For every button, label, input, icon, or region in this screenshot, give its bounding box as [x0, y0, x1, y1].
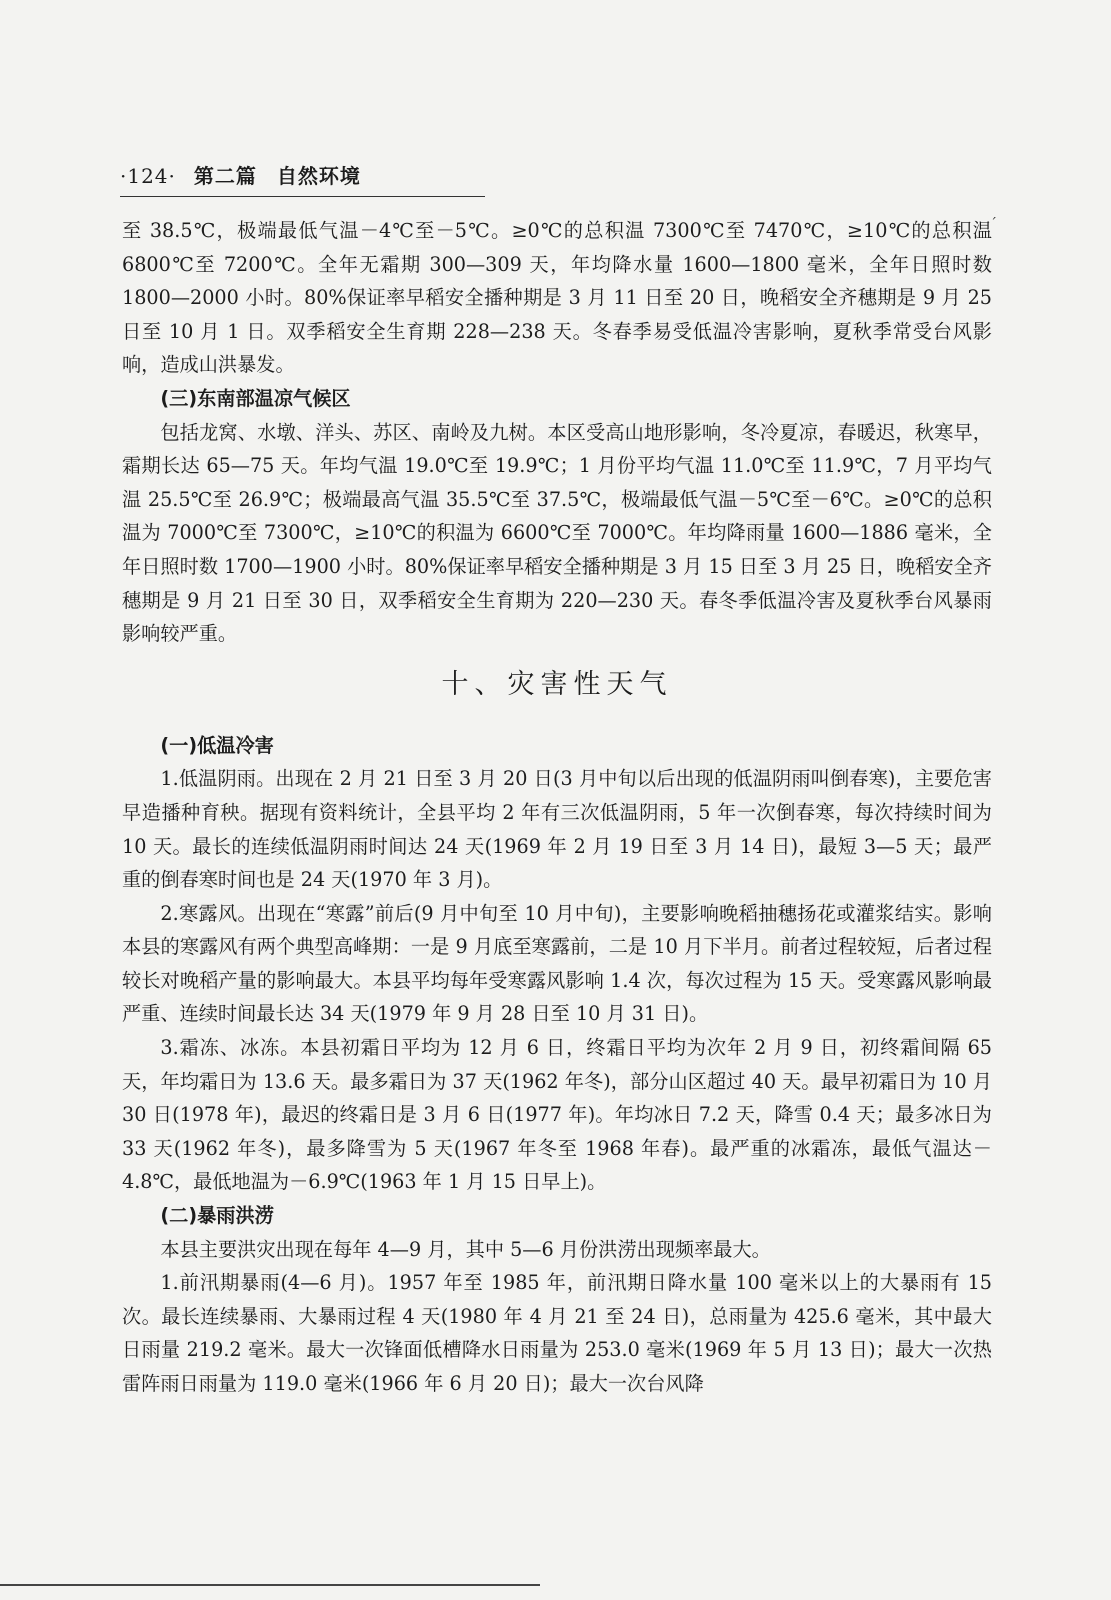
paragraph-rainstorm-intro: 本县主要洪灾出现在每年 4—9 月，其中 5—6 月份洪涝出现频率最大。: [160, 1237, 771, 1261]
page-number: ·124·: [120, 164, 176, 188]
running-header: [120, 160, 485, 189]
paragraph-southeast-climate: 包括龙窝、水墩、洋头、苏区、南岭及九树。本区受高山地形影响，冬冷夏凉，春暖迟，秋寒早，霜期长达 65—75 天。年均气温 19.0℃至 19.9℃；1 月份平均气温 11.0℃至 11.9℃，7 月平均气温 25.5℃至 26.9℃；极端最高气温 35.5℃至 37.5℃，极端最低气温－5℃至－6℃。≥0℃的总积温为 7000℃至 7300℃，≥10℃的积温为 6600℃至 7000℃。年均降雨量 1600—1886 毫米，全年日照时数 1700—1900 小时。80%保证率早稻安全播种期是 3 月 15 日至 3 月 25 日，晚稻安全齐穗期是 9 月 21 日至 30 日，双季稻安全生育期为 220—230 天。春冬季低温冷害及夏秋季台风暴雨影响较严重。: [122, 420, 992, 646]
subsection-heading-low-temp: (一)低温冷害: [160, 733, 274, 757]
section-title: 十、灾害性天气: [441, 668, 673, 700]
margin-mark: ˊ: [990, 216, 997, 232]
scan-edge-line: [0, 1584, 540, 1586]
subsection-heading-southeast: (三)东南部温凉气候区: [160, 386, 351, 410]
header-rule: [120, 196, 485, 197]
continuation-paragraph: 至 38.5℃，极端最低气温－4℃至－5℃。≥0℃的总积温 7300℃至 7470℃，≥10℃的总积温 6800℃至 7200℃。全年无霜期 300—309 天，年均降水量 1600—1800 毫米，全年日照时数 1800—2000 小时。80%保证率早稻安全播种期是 3 月 11 日至 20 日，晚稻安全齐穗期是 9 月 25 日至 10 月 1 日。双季稻安全生育期 228—238 天。冬春季易受低温冷害影响，夏秋季常受台风影响，造成山洪暴发。: [122, 219, 992, 377]
paragraph-cold-dew-wind: 2.寒露风。出现在“寒露”前后(9 月中旬至 10 月中旬)，主要影响晚稻抽穗扬花或灌浆结实。影响本县的寒露风有两个典型高峰期：一是 9 月底至寒露前，二是 10 月下半月。前者过程较短，后者过程较长对晚稻产量的影响最大。本县平均每年受寒露风影响 1.4 次，每次过程为 15 天。受寒露风影响最严重、连续时间最长达 34 天(1979 年 9 月 28 日至 10 月 31 日)。: [122, 901, 992, 1026]
part-label: 第二篇: [193, 164, 257, 188]
paragraph-frost: 3.霜冻、冰冻。本县初霜日平均为 12 月 6 日，终霜日平均为次年 2 月 9 日，初终霜间隔 65 天，年均霜日为 13.6 天。最多霜日为 37 天(1962 年冬)，部分山区超过 40 天。最早初霜日为 10 月 30 日(1978 年)，最迟的终霜日是 3 月 6 日(1977 年)。年均冰日 7.2 天，降雪 0.4 天；最多冰日为 33 天(1962 年冬)，最多降雪为 5 天(1967 年冬至 1968 年春)。最严重的冰霜冻，最低气温达－4.8℃，最低地温为－6.9℃(1963 年 1 月 15 日早上)。: [122, 1036, 992, 1194]
part-title: 自然环境: [276, 164, 361, 188]
paragraph-pre-flood-season: 1.前汛期暴雨(4—6 月)。1957 年至 1985 年，前汛期日降水量 100 毫米以上的大暴雨有 15 次。最长连续暴雨、大暴雨过程 4 天(1980 年 4 月 21 至 24 日)，总雨量为 425.6 毫米，其中最大日雨量 219.2 毫米。最大一次锋面低槽降水日雨量为 253.0 毫米(1969 年 5 月 13 日)；最大一次热雷阵雨日雨量为 119.0 毫米(1966 年 6 月 20 日)；最大一次台风降: [122, 1271, 992, 1395]
paragraph-low-temp-rain: 1.低温阴雨。出现在 2 月 21 日至 3 月 20 日(3 月中旬以后出现的低温阴雨叫倒春寒)，主要危害早造播种育秧。据现有资料统计，全县平均 2 年有三次低温阴雨，5 年一次倒春寒，每次持续时间为 10 天。最长的连续低温阴雨时间达 24 天(1969 年 2 月 19 日至 3 月 14 日)，最短 3—5 天；最严重的倒春寒时间也是 24 天(1970 年 3 月)。: [122, 767, 992, 892]
body-text: [122, 214, 992, 1401]
subsection-heading-rainstorm: (二)暴雨洪涝: [160, 1204, 274, 1228]
